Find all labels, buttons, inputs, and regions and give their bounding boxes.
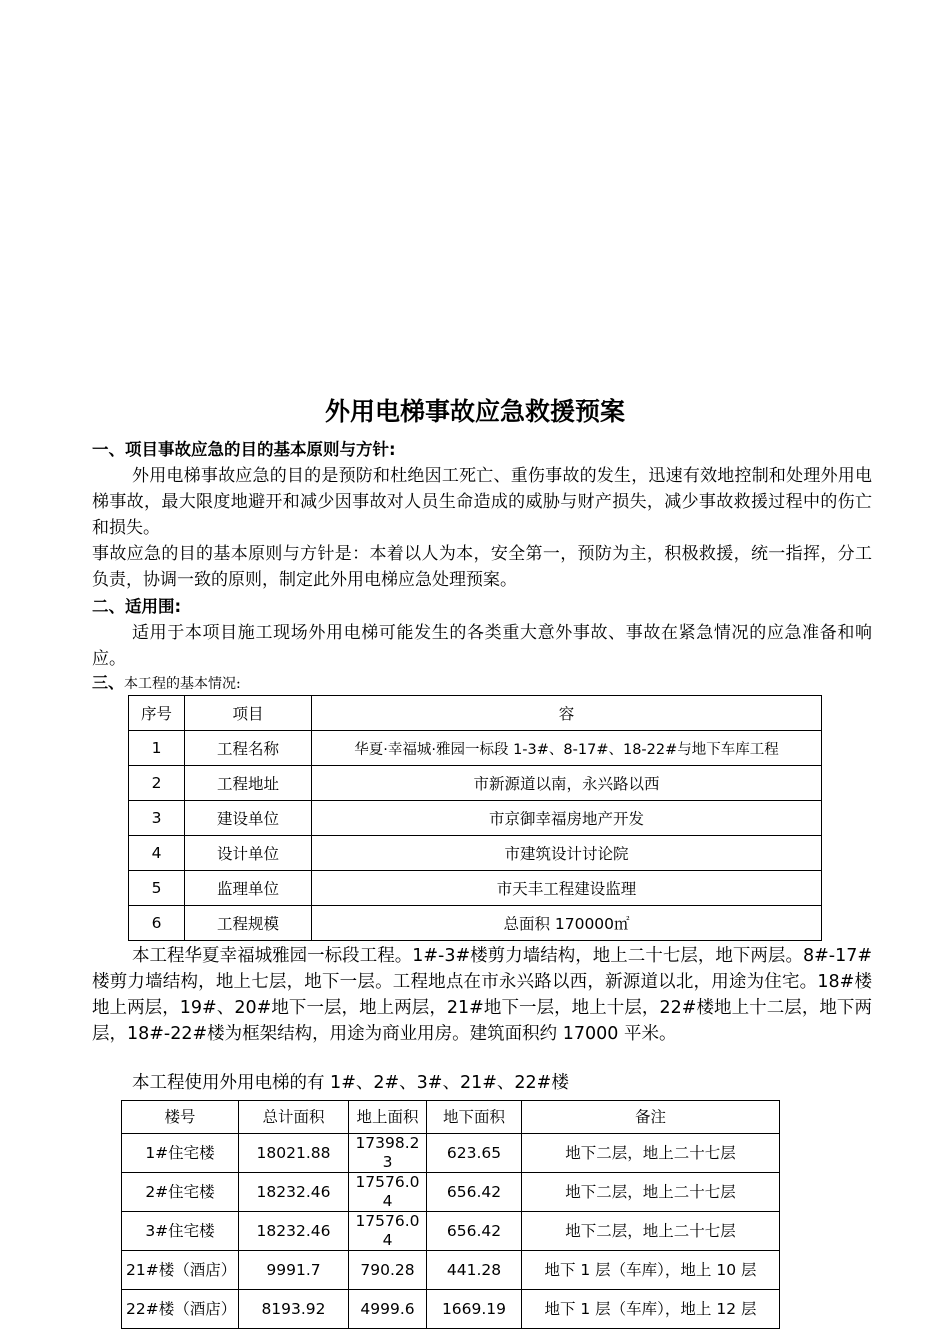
elevator-buildings-paragraph: 本工程使用外用电梯的有 1#、2#、3#、21#、22#楼 [132,1073,569,1093]
header-cell: 地上面积 [349,1101,427,1134]
section-2-heading: 二、适用围: [92,597,182,616]
section-3-number: 三、 [92,673,125,692]
table-cell: 17576.04 [349,1212,427,1251]
table-row [129,836,822,871]
header-cell: 备注 [522,1101,780,1134]
table-cell: 市建筑设计讨论院 [312,836,822,871]
table-cell: 18021.88 [239,1134,349,1173]
table-cell: 2#住宅楼 [122,1173,239,1212]
table-row [129,906,822,941]
project-overview-paragraph: 本工程华夏幸福城雅园一标段工程。1#-3#楼剪力墙结构，地上二十七层，地下两层。8#-17#楼剪力墙结构，地上七层，地下一层。工程地点在市永兴路以西，新源道以北，用途为住宅。18#楼地上两层，19#、20#地下一层，地上两层，21#地下一层，地上十层，22#楼地上十二层，地下两层，18#-22#楼为框架结构，用途为商业用房。建筑面积约 17000 平米。 [92,946,872,1044]
section-3-title: 本工程的基本情况: [124,676,241,692]
header-cell: 容 [312,696,822,731]
table-cell: 18232.46 [239,1212,349,1251]
table-header-row [129,696,822,731]
table-cell: 地下二层，地上二十七层 [522,1173,780,1212]
table-cell: 总面积 170000㎡ [312,906,822,941]
table-cell: 华夏·幸福城·雅园一标段 1-3#、8-17#、18-22#与地下车库工程 [312,731,822,766]
header-cell: 序号 [129,696,185,731]
table-row [129,766,822,801]
table-cell: 21#楼（酒店） [122,1251,239,1290]
table-cell: 工程地址 [185,766,312,801]
table-cell: 建设单位 [185,801,312,836]
table-cell: 市京御幸福房地产开发 [312,801,822,836]
table-cell: 623.65 [427,1134,522,1173]
table-row [122,1290,780,1329]
table-cell: 18232.46 [239,1173,349,1212]
table-cell: 4999.6 [349,1290,427,1329]
table-cell: 工程名称 [185,731,312,766]
table-row [129,731,822,766]
table-row [122,1212,780,1251]
table-cell: 441.28 [427,1251,522,1290]
table-cell: 656.42 [427,1173,522,1212]
table-cell: 监理单位 [185,871,312,906]
table-cell: 4 [129,836,185,871]
project-info-table [128,695,822,941]
header-cell: 地下面积 [427,1101,522,1134]
table-cell: 地下二层，地上二十七层 [522,1212,780,1251]
table-cell: 市新源道以南，永兴路以西 [312,766,822,801]
section-1-heading: 一、项目事故应急的目的基本原则与方针: [92,440,396,459]
table-cell: 工程规模 [185,906,312,941]
building-area-table [121,1100,780,1329]
table-cell: 地下 1 层（车库），地上 12 层 [522,1290,780,1329]
table-row [122,1134,780,1173]
table-cell: 设计单位 [185,836,312,871]
document-title: 外用电梯事故应急救援预案 [324,397,625,426]
header-cell: 项目 [185,696,312,731]
table-cell: 3 [129,801,185,836]
header-cell: 总计面积 [239,1101,349,1134]
section-2-paragraph: 适用于本项目施工现场外用电梯可能发生的各类重大意外事故、事故在紧急情况的应急准备和响应。 [92,623,872,669]
table-cell: 地下 1 层（车库），地上 10 层 [522,1251,780,1290]
table-cell: 656.42 [427,1212,522,1251]
table-row [129,871,822,906]
table-cell: 17398.23 [349,1134,427,1173]
table-header-row [122,1101,780,1134]
table-row [122,1251,780,1290]
table-cell: 2 [129,766,185,801]
table-cell: 地下二层，地上二十七层 [522,1134,780,1173]
table-cell: 3#住宅楼 [122,1212,239,1251]
table-cell: 1#住宅楼 [122,1134,239,1173]
table-cell: 790.28 [349,1251,427,1290]
table-cell: 5 [129,871,185,906]
table-cell: 8193.92 [239,1290,349,1329]
section-3-heading [92,671,241,696]
table-cell: 6 [129,906,185,941]
table-cell: 1 [129,731,185,766]
section-1-paragraph-1: 外用电梯事故应急的目的是预防和杜绝因工死亡、重伤事故的发生，迅速有效地控制和处理外用电梯事故，最大限度地避开和减少因事故对人员生命造成的威胁与财产损失，减少事故救援过程中的伤亡和损失。 [92,466,872,538]
section-1-paragraph-2: 事故应急的目的基本原则与方针是：本着以人为本，安全第一，预防为主，积极救援，统一指挥，分工负责，协调一致的原则，制定此外用电梯应急处理预案。 [92,544,872,590]
table-cell: 市天丰工程建设监理 [312,871,822,906]
table-cell: 1669.19 [427,1290,522,1329]
table-cell: 22#楼（酒店） [122,1290,239,1329]
table-row [129,801,822,836]
table-cell: 9991.7 [239,1251,349,1290]
header-cell: 楼号 [122,1101,239,1134]
table-row [122,1173,780,1212]
table-cell: 17576.04 [349,1173,427,1212]
